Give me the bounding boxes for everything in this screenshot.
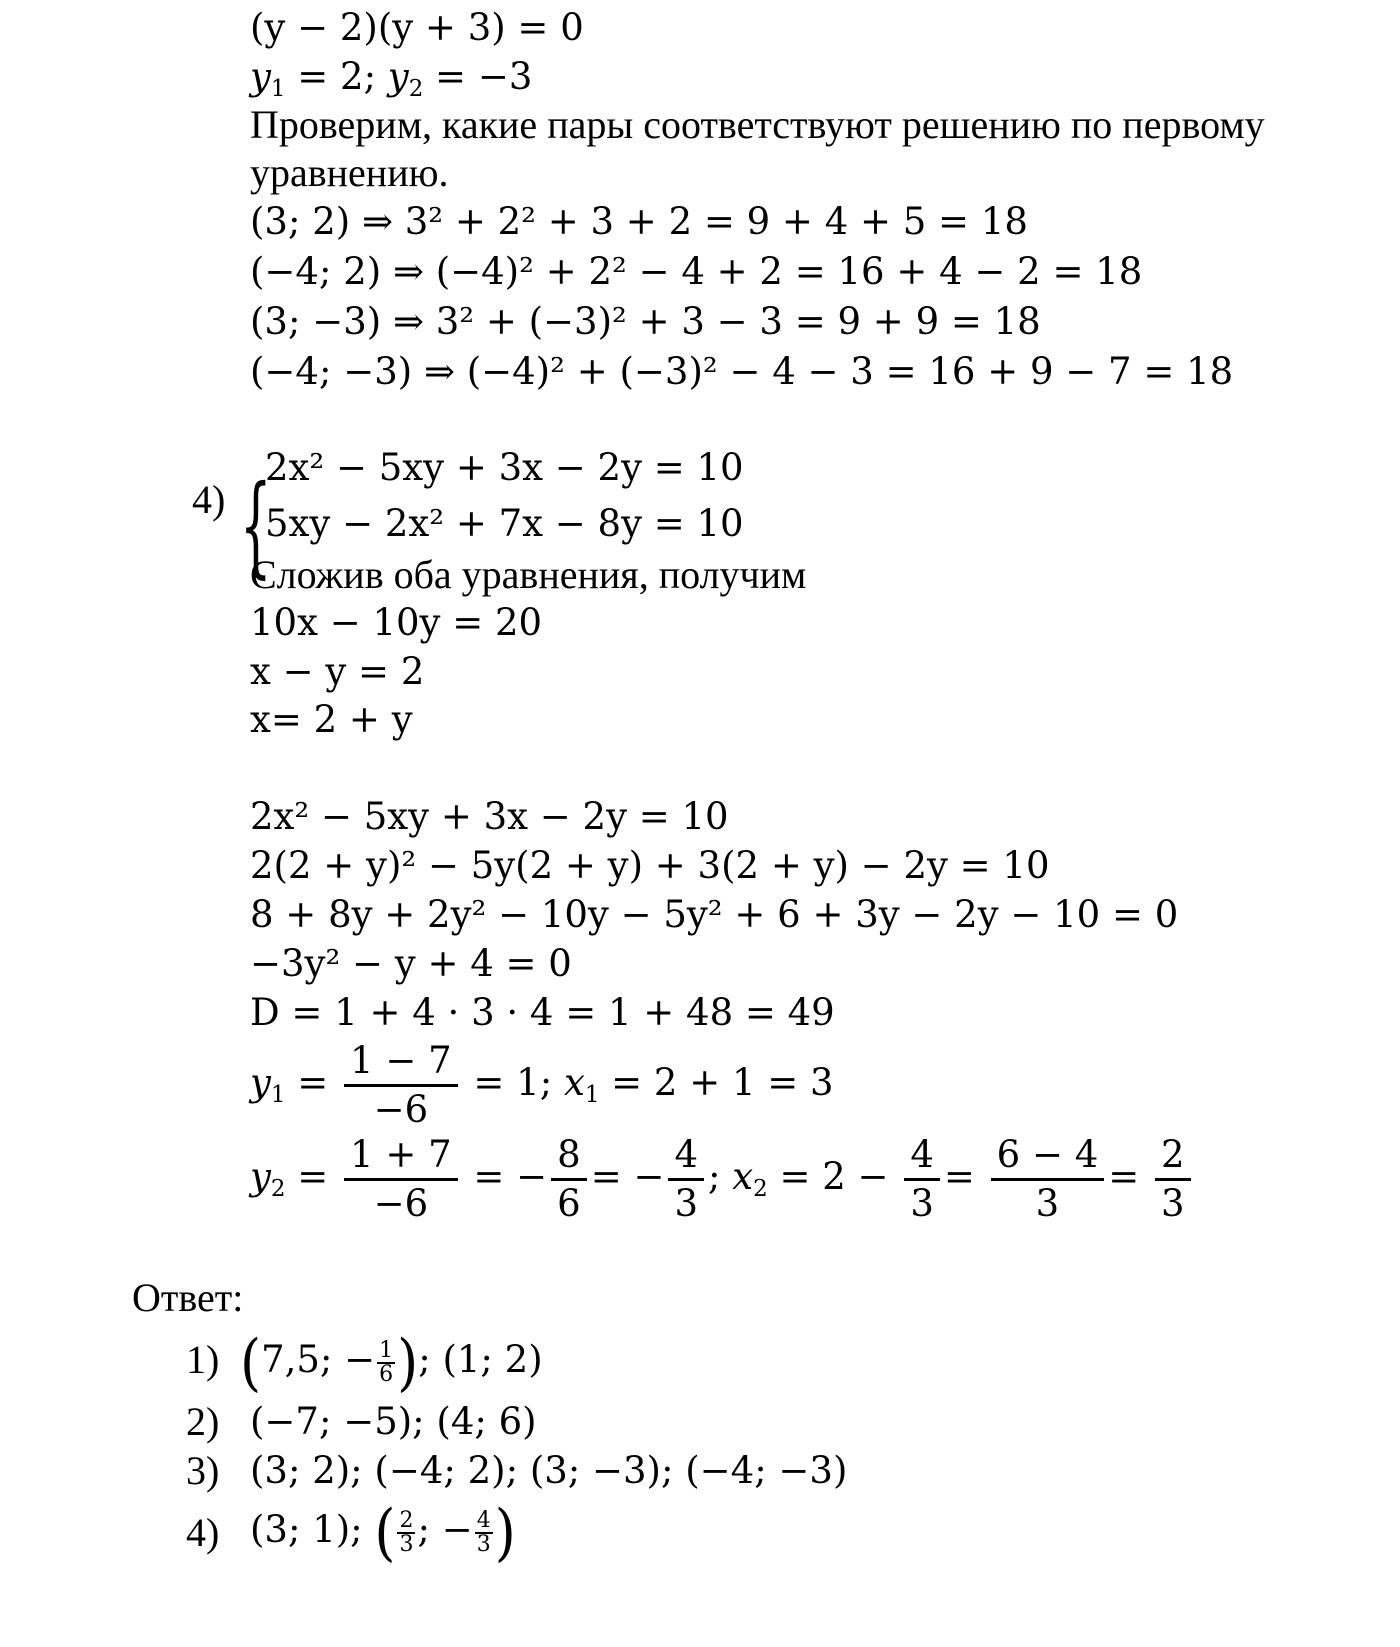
check-pair-3: (3; −3) ⇒ 3² + (−3)² + 3 − 3 = 9 + 9 = 18: [250, 300, 1041, 343]
y1-fraction: $\frac{1 - 7}{-6}$: [344, 1038, 458, 1133]
check-pair-2: (−4; 2) ⇒ (−4)² + 2² − 4 + 2 = 16 + 4 − 2 = 18: [250, 250, 1143, 293]
y2-sub: 2: [408, 75, 424, 102]
answer-2-label: 2): [186, 1399, 220, 1444]
answer-4-label: 4): [186, 1510, 220, 1555]
sum-eq-2: x − y = 2: [250, 650, 425, 693]
sum-eq-1: 10x − 10y = 20: [250, 601, 543, 644]
answer-1-label: 1): [186, 1337, 220, 1382]
problem-4-label: 4): [192, 477, 226, 522]
sum-text: Сложив оба уравнения, получим: [250, 552, 807, 597]
system-brace: {: [240, 461, 272, 589]
check-text-2: уравнению.: [250, 150, 449, 195]
equation-factored: [250, 6, 584, 50]
root-y1-line: $y_1$ = $\frac{1 - 7}{-6}$ = 1; $x_1 = 2 + 1 = 3$: [250, 1039, 834, 1131]
frac-8-6: $\frac{8}{6}$: [551, 1132, 587, 1227]
answer-2: (−7; −5); (4; 6): [250, 1400, 537, 1443]
frac-4-3: $\frac{4}{3}$: [668, 1132, 704, 1227]
subst-eq-3: 8 + 8y + 2y² − 10y − 5y² + 6 + 3y − 2y − 10 = 0: [250, 893, 1179, 936]
y2-fraction: $\frac{1 + 7}{-6}$: [344, 1132, 458, 1227]
check-pair-4: (−4; −3) ⇒ (−4)² + (−3)² − 4 − 3 = 16 + 9 − 7 = 18: [250, 350, 1234, 393]
y2-var: y: [387, 55, 409, 98]
answer-1-fraction: $\frac{1}{6}$: [379, 1337, 394, 1387]
y1-var: y: [250, 55, 271, 98]
eq-text: (y − 2)(y + 3) = 0: [250, 6, 584, 49]
discriminant: D = 1 + 4 · 3 · 4 = 1 + 48 = 49: [250, 991, 835, 1034]
answer-title: Ответ:: [132, 1275, 244, 1320]
frac-6-4-3: $\frac{6 - 4}{3}$: [991, 1132, 1105, 1227]
roots-end: = −3: [423, 55, 533, 98]
answer-1: (7,5; − $\frac{1}{6}$ ); (1; 2): [240, 1325, 543, 1399]
roots-mid: = 2;: [285, 55, 388, 98]
answer-3: (3; 2); (−4; 2); (3; −3); (−4; −3): [250, 1449, 848, 1492]
answer-4: (3; 1); ( $\frac{2}{3}$ ; − $\frac{4}{3}$ ): [250, 1495, 516, 1569]
system-eq-2: 5xy − 2x² + 7x − 8y = 10: [265, 502, 744, 545]
roots-line: [250, 55, 533, 102]
frac-4-3-b: $\frac{4}{3}$: [904, 1132, 940, 1227]
answer-4-fraction-2: $\frac{4}{3}$: [476, 1507, 491, 1557]
subst-eq-4: −3y² − y + 4 = 0: [250, 942, 572, 985]
subst-eq-1: 2x² − 5xy + 3x − 2y = 10: [250, 795, 729, 838]
subst-eq-2: 2(2 + y)² − 5y(2 + y) + 3(2 + y) − 2y = 10: [250, 844, 1050, 887]
y1-sub: 1: [270, 75, 286, 102]
check-text-1: Проверим, какие пары соответствуют решению по первому: [250, 102, 1265, 147]
check-pair-1: (3; 2) ⇒ 3² + 2² + 3 + 2 = 9 + 4 + 5 = 18: [250, 200, 1028, 243]
answer-4-fraction-1: $\frac{2}{3}$: [399, 1507, 414, 1557]
sum-eq-3: x= 2 + y: [250, 698, 413, 741]
answer-3-label: 3): [186, 1448, 220, 1493]
root-y2-line: $y_2$ = $\frac{1 + 7}{-6}$ = − $\frac{8}{6}$ = − $\frac{4}{3}$ ; $x_2 = 2$ − $\frac{4}{3}$ = $\frac{6 - 4}{3}$ = $\frac{2}{3}$: [250, 1132, 1195, 1227]
frac-2-3: $\frac{2}{3}$: [1155, 1132, 1191, 1227]
system-eq-1: 2x² − 5xy + 3x − 2y = 10: [265, 446, 744, 489]
